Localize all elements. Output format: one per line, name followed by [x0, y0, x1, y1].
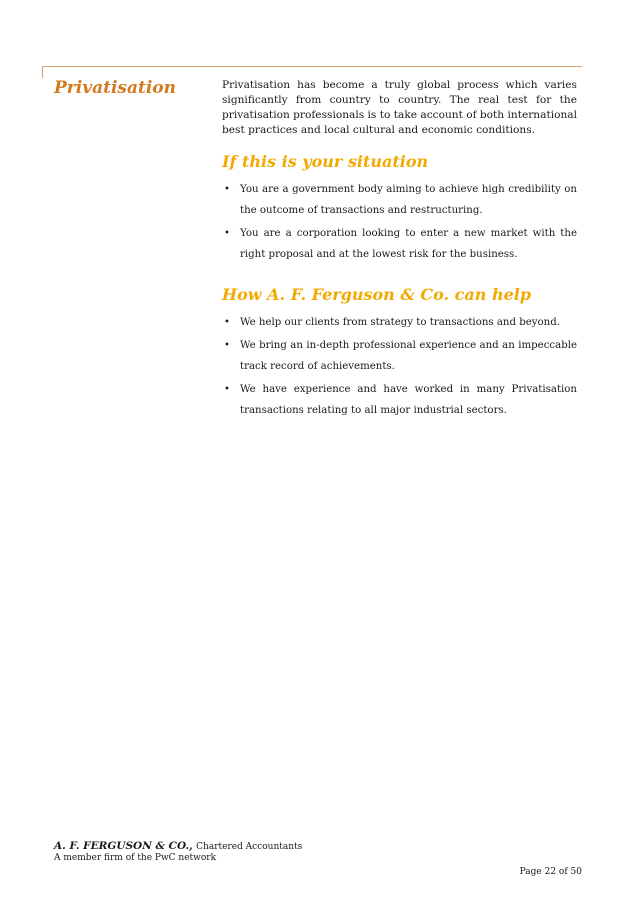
situation-list: [222, 179, 577, 265]
list-item-text: We help our clients from strategy to transactions and beyond.: [240, 317, 561, 328]
footer-firm-tag: Chartered Accountants: [196, 842, 303, 852]
list-item: [222, 312, 577, 333]
page-number: Page 22 of 50: [519, 867, 582, 877]
help-heading: How A. F. Ferguson & Co. can help: [222, 285, 532, 304]
list-item-text: We bring an in-depth professional experience and an impeccable track record of achievements.: [240, 340, 577, 372]
bullet-icon: •: [224, 228, 230, 239]
header-rule: [42, 66, 582, 67]
main-content: [222, 78, 577, 423]
bullet-icon: •: [224, 184, 230, 195]
footer-firm-name: A. F. FERGUSON & CO.,: [54, 840, 193, 852]
footer-member-line: A member firm of the PwC network: [54, 853, 217, 863]
list-item: [222, 335, 577, 377]
footer-firm: [54, 840, 302, 852]
list-item-text: You are a government body aiming to achieve high credibility on the outcome of transactions and restructuring.: [240, 184, 577, 216]
list-item: [222, 379, 577, 421]
section-title: Privatisation: [54, 78, 176, 98]
header-rule-tick: [42, 66, 43, 78]
help-list: [222, 312, 577, 421]
list-item-text: We have experience and have worked in many Privatisation transactions relating to all major industrial sectors.: [240, 384, 577, 416]
intro-paragraph: Privatisation has become a truly global process which varies significantly from country to country. The real test for the privatisation professionals is to take account of both international best practices and local cultural and economic conditions.: [222, 79, 577, 136]
bullet-icon: •: [224, 340, 230, 351]
bullet-icon: •: [224, 384, 230, 395]
situation-heading: If this is your situation: [222, 152, 429, 171]
list-item: [222, 179, 577, 221]
list-item-text: You are a corporation looking to enter a new market with the right proposal and at the lowest risk for the business.: [240, 228, 577, 260]
bullet-icon: •: [224, 317, 230, 328]
list-item: [222, 223, 577, 265]
